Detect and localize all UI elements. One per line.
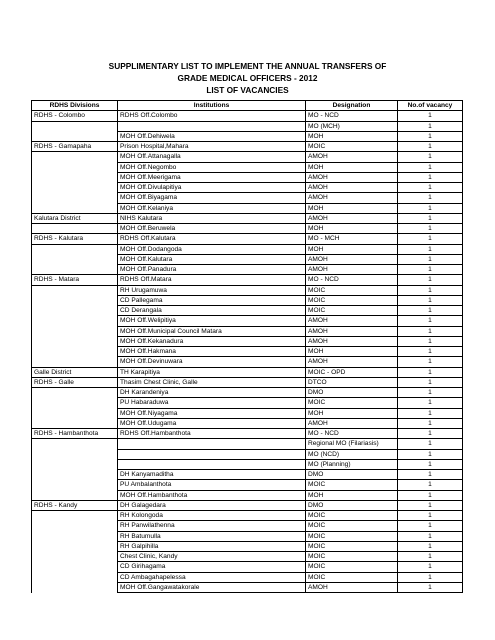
institution-cell: CD Ambagahapelessa — [118, 572, 306, 582]
designation-cell: AMOH — [306, 254, 398, 264]
table-row — [32, 316, 463, 326]
institution-cell — [118, 449, 306, 459]
table-row — [32, 357, 463, 367]
designation-cell: MOIC — [306, 552, 398, 562]
division-cell: Galle District — [32, 367, 118, 377]
designation-cell: MO - MCH — [306, 234, 398, 244]
vacancy-count-cell: 1 — [398, 377, 463, 387]
institution-cell — [118, 439, 306, 449]
institution-cell: MOH Off.Negombo — [118, 162, 306, 172]
division-cell — [32, 244, 118, 254]
division-cell — [32, 172, 118, 182]
division-cell: RDHS - Galle — [32, 377, 118, 387]
division-cell — [32, 162, 118, 172]
institution-cell: MOH Off.Devinuwara — [118, 357, 306, 367]
vacancy-count-cell: 1 — [398, 357, 463, 367]
table-row — [32, 347, 463, 357]
division-cell — [32, 131, 118, 141]
table-row — [32, 142, 463, 152]
table-row — [32, 521, 463, 531]
designation-cell: AMOH — [306, 213, 398, 223]
vacancy-count-cell: 1 — [398, 552, 463, 562]
division-cell — [32, 388, 118, 398]
institution-cell: MOH Off.Attanagalla — [118, 152, 306, 162]
designation-cell: AMOH — [306, 172, 398, 182]
division-cell — [32, 265, 118, 275]
table-row — [32, 367, 463, 377]
vacancy-count-cell: 1 — [398, 213, 463, 223]
designation-cell: MOH — [306, 244, 398, 254]
designation-cell: MOIC — [306, 511, 398, 521]
institution-cell: RH Kolongoda — [118, 511, 306, 521]
vacancy-count-cell: 1 — [398, 131, 463, 141]
division-cell — [32, 285, 118, 295]
institution-cell: RH Urugamuwa — [118, 285, 306, 295]
table-row — [32, 531, 463, 541]
designation-cell: MOIC — [306, 572, 398, 582]
institution-cell: MOH Off.Kelaniya — [118, 203, 306, 213]
division-cell — [32, 347, 118, 357]
vacancy-count-cell: 1 — [398, 582, 463, 592]
designation-cell: MO - NCD — [306, 275, 398, 285]
division-cell: RDHS - Kandy — [32, 500, 118, 510]
division-cell — [32, 408, 118, 418]
institution-cell: NIHS Kalutara — [118, 213, 306, 223]
table-row — [32, 121, 463, 131]
institution-cell: MOH Off.Meerigama — [118, 172, 306, 182]
vacancy-count-cell: 1 — [398, 439, 463, 449]
table-row — [32, 275, 463, 285]
designation-cell: MO - NCD — [306, 429, 398, 439]
vacancy-count-cell: 1 — [398, 162, 463, 172]
designation-cell: DMO — [306, 500, 398, 510]
institution-cell: MOH Off.Hakmana — [118, 347, 306, 357]
institution-cell: RDHS Off.Hambanthota — [118, 429, 306, 439]
institution-cell: CD Pallegama — [118, 295, 306, 305]
table-row — [32, 459, 463, 469]
vacancy-count-cell: 1 — [398, 500, 463, 510]
designation-cell: MOIC — [306, 531, 398, 541]
vacancy-count-cell: 1 — [398, 531, 463, 541]
designation-cell: MOIC — [306, 306, 398, 316]
division-cell — [32, 224, 118, 234]
table-row — [32, 480, 463, 490]
designation-cell: MOH — [306, 490, 398, 500]
table-row — [32, 265, 463, 275]
institution-cell: Thasim Chest Clinic, Galle — [118, 377, 306, 387]
table-row — [32, 152, 463, 162]
designation-cell: AMOH — [306, 357, 398, 367]
division-cell — [32, 398, 118, 408]
table-row — [32, 131, 463, 141]
division-cell — [32, 336, 118, 346]
table-row — [32, 377, 463, 387]
division-cell — [32, 552, 118, 562]
division-cell — [32, 254, 118, 264]
vacancy-count-cell: 1 — [398, 295, 463, 305]
institution-cell: MOH Off.Dehiwela — [118, 131, 306, 141]
vacancy-count-cell: 1 — [398, 459, 463, 469]
table-row — [32, 388, 463, 398]
division-cell — [32, 152, 118, 162]
institution-cell: PU Ambalanthota — [118, 480, 306, 490]
table-row — [32, 183, 463, 193]
institution-cell: MOH Off.Municipal Council Matara — [118, 326, 306, 336]
institution-cell: DH Karandeniya — [118, 388, 306, 398]
division-cell — [32, 439, 118, 449]
vacancy-count-cell: 1 — [398, 398, 463, 408]
vacancy-count-cell: 1 — [398, 275, 463, 285]
vacancy-count-cell: 1 — [398, 408, 463, 418]
division-cell: RDHS - Hambanthota — [32, 429, 118, 439]
division-cell: RDHS - Gamapaha — [32, 142, 118, 152]
institution-cell: PU Habaraduwa — [118, 398, 306, 408]
institution-cell: RH Batumulla — [118, 531, 306, 541]
division-cell — [32, 203, 118, 213]
table-row — [32, 582, 463, 592]
division-cell — [32, 306, 118, 316]
designation-cell: AMOH — [306, 418, 398, 428]
vacancy-count-cell: 1 — [398, 429, 463, 439]
designation-cell: MO (MCH) — [306, 121, 398, 131]
header-designation: Designation — [306, 101, 398, 111]
table-row — [32, 500, 463, 510]
vacancy-count-cell: 1 — [398, 480, 463, 490]
vacancy-count-cell: 1 — [398, 367, 463, 377]
division-cell — [32, 470, 118, 480]
vacancy-count-cell: 1 — [398, 234, 463, 244]
division-cell — [32, 521, 118, 531]
institution-cell: RDHS Off.Matara — [118, 275, 306, 285]
division-cell — [32, 459, 118, 469]
vacancy-count-cell: 1 — [398, 183, 463, 193]
designation-cell: MOH — [306, 131, 398, 141]
header-no-of-vacancy: No.of vacancy — [398, 101, 463, 111]
header-institutions: Institutions — [118, 101, 306, 111]
table-row — [32, 244, 463, 254]
institution-cell: MOH Off.Kekanadura — [118, 336, 306, 346]
vacancy-count-cell: 1 — [398, 347, 463, 357]
institution-cell — [118, 121, 306, 131]
vacancy-count-cell: 1 — [398, 336, 463, 346]
table-row — [32, 562, 463, 572]
table-row — [32, 306, 463, 316]
table-row — [32, 439, 463, 449]
division-cell — [32, 295, 118, 305]
institution-cell: DH Kanyamaditha — [118, 470, 306, 480]
institution-cell: RH Panwilathenna — [118, 521, 306, 531]
designation-cell: MOIC — [306, 480, 398, 490]
designation-cell: AMOH — [306, 183, 398, 193]
institution-cell — [118, 459, 306, 469]
division-cell: Kalutara District — [32, 213, 118, 223]
institution-cell: RDHS Off.Kalutara — [118, 234, 306, 244]
table-row — [32, 541, 463, 551]
division-cell: RDHS - Matara — [32, 275, 118, 285]
division-cell — [32, 541, 118, 551]
designation-cell: AMOH — [306, 265, 398, 275]
vacancy-count-cell: 1 — [398, 521, 463, 531]
institution-cell: MOH Off.Beruwela — [118, 224, 306, 234]
institution-cell: MOH Off.Gangawatakorale — [118, 582, 306, 592]
institution-cell: MOH Off.Biyagama — [118, 193, 306, 203]
table-row — [32, 572, 463, 582]
header-rdhs-divisions: RDHS Divisions — [32, 101, 118, 111]
institution-cell: CD Girihagama — [118, 562, 306, 572]
designation-cell: DMO — [306, 470, 398, 480]
title-line-3: LIST OF VACANCIES — [206, 85, 289, 95]
designation-cell: AMOH — [306, 152, 398, 162]
institution-cell: MOH Off.Panadura — [118, 265, 306, 275]
designation-cell: MOIC — [306, 142, 398, 152]
institution-cell: MOH Off.Welipitiya — [118, 316, 306, 326]
table-header-row — [32, 101, 463, 111]
division-cell — [32, 357, 118, 367]
table-row — [32, 398, 463, 408]
vacancy-count-cell: 1 — [398, 449, 463, 459]
designation-cell: DMO — [306, 388, 398, 398]
vacancy-count-cell: 1 — [398, 490, 463, 500]
designation-cell: AMOH — [306, 582, 398, 592]
table-row — [32, 193, 463, 203]
designation-cell: MOIC — [306, 541, 398, 551]
table-row — [32, 490, 463, 500]
table-row — [32, 336, 463, 346]
table-row — [32, 511, 463, 521]
vacancy-count-cell: 1 — [398, 203, 463, 213]
designation-cell: Regional MO (Filariasis) — [306, 439, 398, 449]
vacancy-count-cell: 1 — [398, 244, 463, 254]
institution-cell: Prison Hospital,Mahara — [118, 142, 306, 152]
vacancy-count-cell: 1 — [398, 254, 463, 264]
table-row — [32, 234, 463, 244]
division-cell: RDHS - Colombo — [32, 111, 118, 121]
division-cell — [32, 480, 118, 490]
designation-cell: MOH — [306, 347, 398, 357]
designation-cell: AMOH — [306, 326, 398, 336]
table-row — [32, 470, 463, 480]
designation-cell: MOIC - OPD — [306, 367, 398, 377]
institution-cell: RDHS Off.Colombo — [118, 111, 306, 121]
vacancy-count-cell: 1 — [398, 572, 463, 582]
table-row — [32, 224, 463, 234]
designation-cell: DTCO — [306, 377, 398, 387]
vacancy-count-cell: 1 — [398, 326, 463, 336]
vacancy-count-cell: 1 — [398, 224, 463, 234]
designation-cell: MOH — [306, 224, 398, 234]
vacancy-count-cell: 1 — [398, 562, 463, 572]
table-row — [32, 418, 463, 428]
designation-cell: MO (NCD) — [306, 449, 398, 459]
designation-cell: MOH — [306, 408, 398, 418]
table-row — [32, 552, 463, 562]
designation-cell: MO (Planning) — [306, 459, 398, 469]
division-cell: RDHS - Kalutara — [32, 234, 118, 244]
designation-cell: MO - NCD — [306, 111, 398, 121]
institution-cell: MOH Off.Niyagama — [118, 408, 306, 418]
institution-cell: MOH Off.Divulapitiya — [118, 183, 306, 193]
vacancy-count-cell: 1 — [398, 265, 463, 275]
division-cell — [32, 511, 118, 521]
table-row — [32, 326, 463, 336]
division-cell — [32, 418, 118, 428]
designation-cell: AMOH — [306, 336, 398, 346]
division-cell — [32, 572, 118, 582]
institution-cell: TH Karapitiya — [118, 367, 306, 377]
division-cell — [32, 449, 118, 459]
division-cell — [32, 531, 118, 541]
designation-cell: MOIC — [306, 398, 398, 408]
institution-cell: Chest Clinic, Kandy — [118, 552, 306, 562]
title-line-1: SUPPLIMENTARY LIST TO IMPLEMENT THE ANNUAL TRANSFERS OF — [108, 61, 387, 71]
vacancy-count-cell: 1 — [398, 152, 463, 162]
institution-cell: DH Galagedara — [118, 500, 306, 510]
table-row — [32, 254, 463, 264]
designation-cell: MOH — [306, 162, 398, 172]
title-line-2: GRADE MEDICAL OFFICERS - 2012 — [177, 73, 318, 83]
vacancy-count-cell: 1 — [398, 121, 463, 131]
designation-cell: AMOH — [306, 316, 398, 326]
division-cell — [32, 183, 118, 193]
table-row — [32, 429, 463, 439]
table-row — [32, 111, 463, 121]
vacancy-count-cell: 1 — [398, 306, 463, 316]
institution-cell: MOH Off.Udugama — [118, 418, 306, 428]
institution-cell: CD Derangala — [118, 306, 306, 316]
table-row — [32, 162, 463, 172]
division-cell — [32, 316, 118, 326]
division-cell — [32, 326, 118, 336]
vacancy-table — [31, 100, 463, 593]
designation-cell: MOH — [306, 203, 398, 213]
vacancy-count-cell: 1 — [398, 172, 463, 182]
table-row — [32, 172, 463, 182]
vacancy-count-cell: 1 — [398, 111, 463, 121]
document-title — [0, 60, 495, 96]
division-cell — [32, 121, 118, 131]
vacancy-count-cell: 1 — [398, 541, 463, 551]
vacancy-count-cell: 1 — [398, 142, 463, 152]
table-row — [32, 408, 463, 418]
table-row — [32, 449, 463, 459]
institution-cell: RH Galpihilla — [118, 541, 306, 551]
designation-cell: MOIC — [306, 562, 398, 572]
vacancy-count-cell: 1 — [398, 388, 463, 398]
vacancy-count-cell: 1 — [398, 285, 463, 295]
vacancy-count-cell: 1 — [398, 470, 463, 480]
vacancy-count-cell: 1 — [398, 418, 463, 428]
institution-cell: MOH Off.Dodangoda — [118, 244, 306, 254]
designation-cell: MOIC — [306, 295, 398, 305]
designation-cell: AMOH — [306, 193, 398, 203]
institution-cell: MOH Off.Kalutara — [118, 254, 306, 264]
table-row — [32, 213, 463, 223]
designation-cell: MOIC — [306, 285, 398, 295]
table-row — [32, 203, 463, 213]
division-cell — [32, 562, 118, 572]
designation-cell: MOIC — [306, 521, 398, 531]
division-cell — [32, 193, 118, 203]
vacancy-count-cell: 1 — [398, 316, 463, 326]
vacancy-count-cell: 1 — [398, 193, 463, 203]
table-body — [32, 111, 463, 593]
division-cell — [32, 490, 118, 500]
division-cell — [32, 582, 118, 592]
table-row — [32, 285, 463, 295]
vacancy-count-cell: 1 — [398, 511, 463, 521]
table-row — [32, 295, 463, 305]
institution-cell: MOH Off.Hambanthota — [118, 490, 306, 500]
